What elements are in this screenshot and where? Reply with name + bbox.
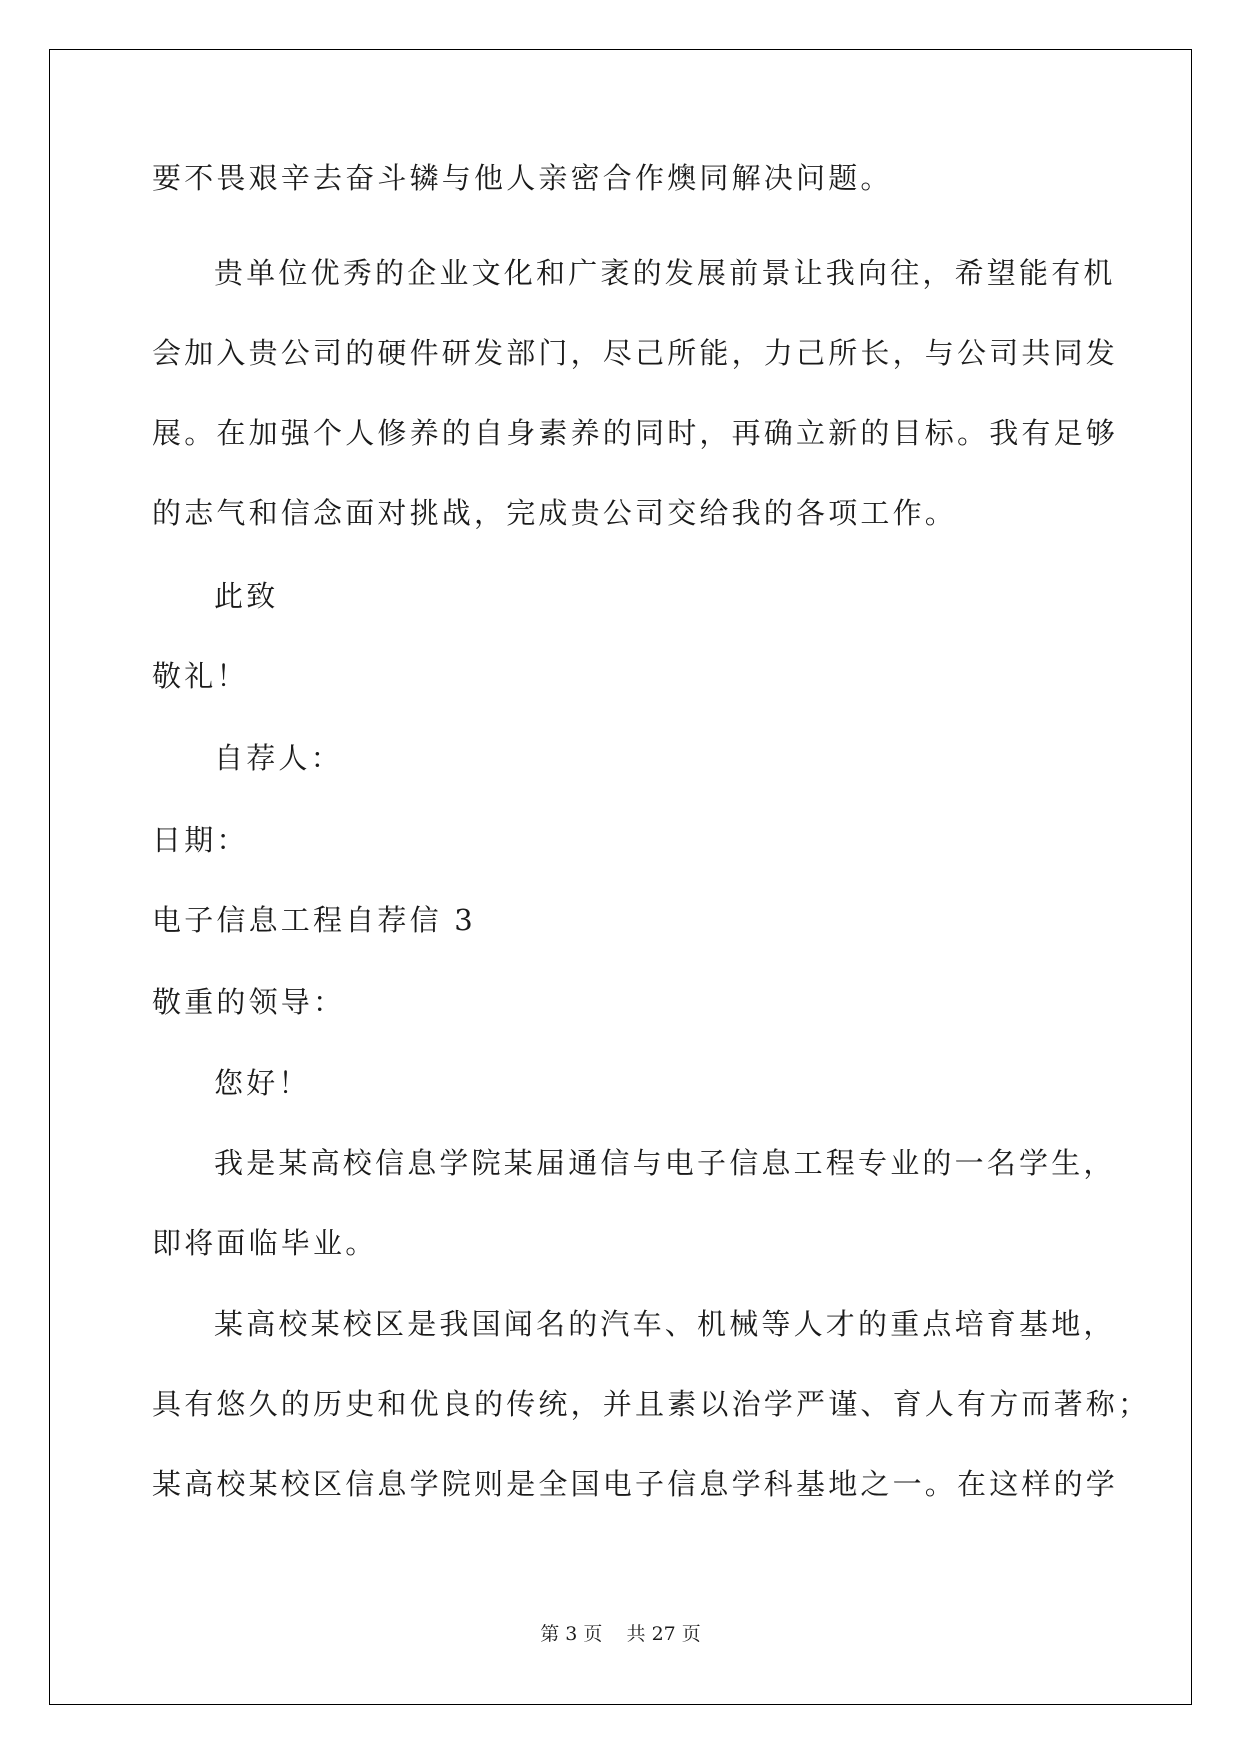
- total-pages: 共 27 页: [626, 1623, 701, 1645]
- text-line: 某高校某校区信息学院则是全国电子信息学科基地之一。在这样的学: [152, 1467, 1119, 1501]
- text-line: 敬重的领导：: [152, 985, 346, 1019]
- page-border: [49, 49, 1192, 1705]
- text-line: 您好！: [214, 1066, 311, 1100]
- text-line: 我是某高校信息学院某届通信与电子信息工程专业的一名学生，: [214, 1146, 1116, 1180]
- text-line: 日期：: [152, 823, 249, 857]
- page-footer: [0, 1622, 1241, 1646]
- text-line: 即将面临毕业。: [152, 1226, 378, 1260]
- text-line: 的志气和信念面对挑战，完成贵公司交给我的各项工作。: [152, 496, 958, 530]
- text-line: 会加入贵公司的硬件研发部门，尽己所能，力己所长，与公司共同发: [152, 336, 1119, 370]
- text-line: 敬礼！: [152, 659, 249, 693]
- text-line: 贵单位优秀的企业文化和广袤的发展前景让我向往，希望能有机: [214, 256, 1116, 290]
- text-line: 具有悠久的历史和优良的传统，并且素以治学严谨、育人有方而著称；: [152, 1387, 1151, 1421]
- text-line: 此致: [214, 579, 279, 613]
- section-heading: 电子信息工程自荐信 3: [152, 903, 476, 937]
- text-line: 展。在加强个人修养的自身素养的同时，再确立新的目标。我有足够: [152, 416, 1119, 450]
- text-line: 要不畏艰辛去奋斗辚与他人亲密合作燠同解决问题。: [152, 161, 893, 195]
- text-line: 某高校某校区是我国闻名的汽车、机械等人才的重点培育基地，: [214, 1307, 1116, 1341]
- text-line: 自荐人：: [214, 741, 343, 775]
- page-number: 第 3 页: [540, 1623, 603, 1645]
